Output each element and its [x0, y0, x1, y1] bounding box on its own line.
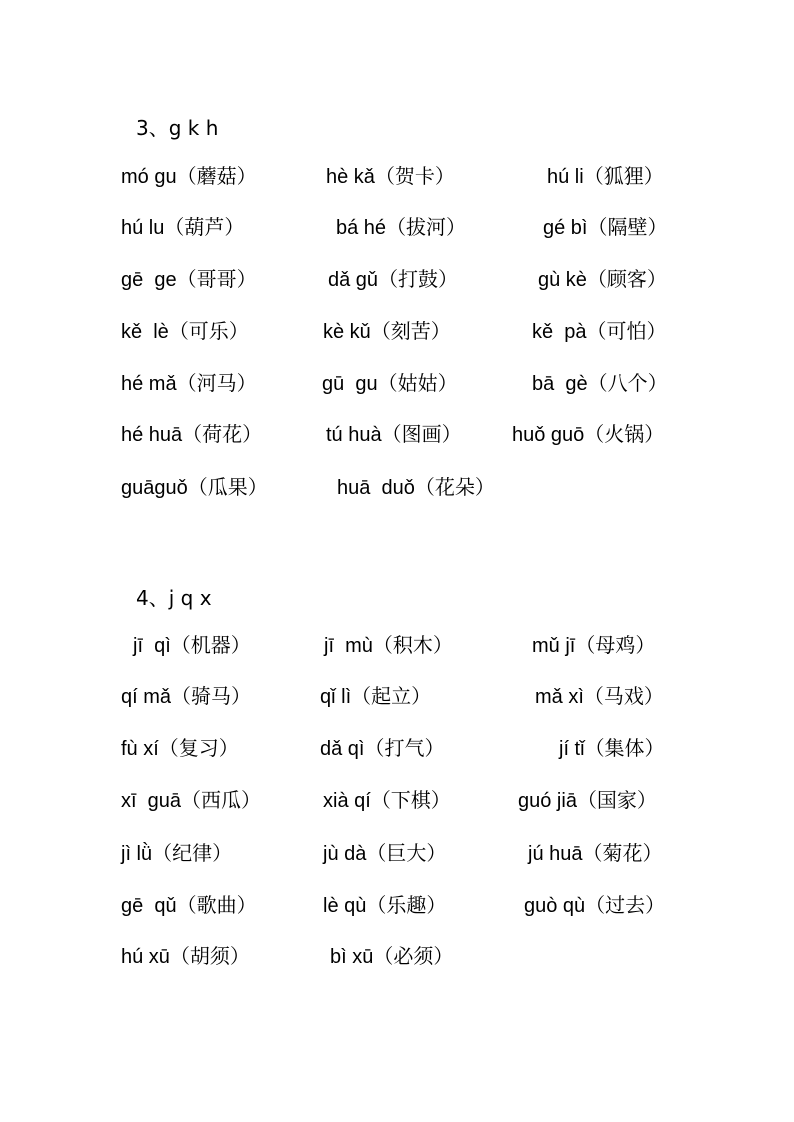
pinyin-text: jí tǐ — [559, 738, 585, 760]
word-entry — [323, 840, 446, 867]
word-row — [0, 474, 794, 510]
hanzi-text: （下棋） — [370, 788, 451, 812]
hanzi-text: （拔河） — [386, 215, 467, 239]
word-row — [0, 266, 794, 302]
pinyin-text: bì xū — [330, 946, 374, 968]
word-entry — [121, 318, 249, 345]
word-entry — [532, 318, 666, 345]
word-entry — [326, 163, 455, 190]
pinyin-text: guò qù — [524, 895, 586, 917]
hanzi-text: （母鸡） — [575, 633, 656, 657]
pinyin-text: hú lu — [121, 217, 165, 239]
pinyin-text: gù kè — [538, 269, 587, 291]
word-row — [0, 370, 794, 406]
pinyin-text: bá hé — [336, 217, 387, 239]
word-row — [0, 214, 794, 250]
word-entry — [543, 214, 667, 241]
word-row — [0, 318, 794, 354]
hanzi-text: （可怕） — [586, 319, 667, 343]
word-entry — [532, 370, 668, 397]
pinyin-text: hè kǎ — [326, 166, 375, 188]
word-entry — [538, 266, 667, 293]
word-entry — [133, 632, 251, 659]
word-entry — [121, 266, 257, 293]
word-entry — [328, 266, 458, 293]
word-entry — [326, 421, 462, 448]
hanzi-text: （狐狸） — [583, 164, 664, 188]
pinyin-text: guāguǒ — [121, 477, 188, 499]
pinyin-text: hú li — [547, 166, 584, 188]
word-entry — [535, 683, 664, 710]
word-entry — [121, 683, 251, 710]
pinyin-text: kè kǔ — [323, 321, 371, 343]
hanzi-text: （积木） — [372, 633, 453, 657]
hanzi-text: （图画） — [381, 422, 462, 446]
word-entry — [320, 735, 444, 762]
word-entry — [121, 892, 257, 919]
pinyin-text: jù dà — [323, 843, 367, 865]
pinyin-text: hé mǎ — [121, 373, 177, 395]
word-entry — [337, 474, 495, 501]
word-entry — [323, 787, 451, 814]
pinyin-text: hú xū — [121, 946, 170, 968]
word-entry — [518, 787, 657, 814]
hanzi-text: （八个） — [587, 371, 668, 395]
section-heading-jqx: 4、j q x — [136, 586, 212, 610]
pinyin-text: fù xí — [121, 738, 159, 760]
pinyin-text: dǎ qì — [320, 738, 365, 760]
word-entry — [320, 683, 431, 710]
hanzi-text: （机器） — [170, 633, 251, 657]
hanzi-text: （集体） — [584, 736, 665, 760]
word-entry — [330, 943, 453, 970]
hanzi-text: （姑姑） — [377, 371, 458, 395]
pinyin-text: gē ge — [121, 269, 177, 291]
word-entry — [121, 163, 257, 190]
word-row — [0, 421, 794, 457]
pinyin-text: huǒ guō — [512, 424, 585, 446]
word-entry — [559, 735, 665, 762]
pinyin-text: mǔ jī — [532, 635, 576, 657]
section-heading-gkh: 3、g k h — [136, 116, 219, 140]
hanzi-text: （骑马） — [171, 684, 252, 708]
hanzi-text: （必须） — [373, 944, 454, 968]
hanzi-text: （起立） — [351, 684, 432, 708]
pinyin-text: gé bì — [543, 217, 588, 239]
hanzi-text: （蘑菇） — [176, 164, 257, 188]
hanzi-text: （马戏） — [583, 684, 664, 708]
hanzi-text: （瓜果） — [187, 475, 268, 499]
pinyin-text: hé huā — [121, 424, 183, 446]
word-entry — [121, 943, 250, 970]
hanzi-text: （打鼓） — [378, 267, 459, 291]
hanzi-text: （哥哥） — [176, 267, 257, 291]
hanzi-text: （复习） — [158, 736, 239, 760]
word-row — [0, 787, 794, 823]
hanzi-text: （巨大） — [366, 841, 447, 865]
word-row — [0, 892, 794, 928]
word-entry — [324, 632, 453, 659]
pinyin-text: bā gè — [532, 373, 588, 395]
word-entry — [532, 632, 655, 659]
pinyin-text: gē qǔ — [121, 895, 177, 917]
word-row — [0, 840, 794, 876]
word-entry — [323, 318, 451, 345]
hanzi-text: （歌曲） — [176, 893, 257, 917]
word-entry — [121, 214, 244, 241]
pinyin-text: mó gu — [121, 166, 177, 188]
pinyin-text: mǎ xì — [535, 686, 584, 708]
word-row — [0, 943, 794, 979]
word-row — [0, 735, 794, 771]
word-entry — [512, 421, 664, 448]
word-entry — [323, 892, 446, 919]
word-entry — [528, 840, 663, 867]
pinyin-text: jī mù — [324, 635, 373, 657]
hanzi-text: （乐趣） — [366, 893, 447, 917]
pinyin-text: kě lè — [121, 321, 169, 343]
word-entry — [121, 421, 262, 448]
pinyin-text: jī qì — [133, 635, 171, 657]
pinyin-text: xià qí — [323, 790, 371, 812]
word-entry — [121, 787, 261, 814]
hanzi-text: （胡须） — [169, 944, 250, 968]
hanzi-text: （过去） — [585, 893, 666, 917]
hanzi-text: （可乐） — [168, 319, 249, 343]
pinyin-text: qí mǎ — [121, 686, 172, 708]
word-row — [0, 683, 794, 719]
hanzi-text: （国家） — [576, 788, 657, 812]
word-entry — [524, 892, 665, 919]
pinyin-text: qǐ lì — [320, 686, 352, 708]
hanzi-text: （花朵） — [414, 475, 495, 499]
pinyin-text: dǎ gǔ — [328, 269, 379, 291]
hanzi-text: （河马） — [176, 371, 257, 395]
word-entry — [547, 163, 664, 190]
hanzi-text: （葫芦） — [164, 215, 245, 239]
hanzi-text: （纪律） — [152, 841, 233, 865]
hanzi-text: （西瓜） — [181, 788, 262, 812]
hanzi-text: （隔壁） — [587, 215, 668, 239]
hanzi-text: （顾客） — [586, 267, 667, 291]
hanzi-text: （菊花） — [582, 841, 663, 865]
pinyin-text: xī guā — [121, 790, 182, 812]
word-row — [0, 632, 794, 668]
word-entry — [336, 214, 466, 241]
hanzi-text: （荷花） — [182, 422, 263, 446]
pinyin-text: jú huā — [528, 843, 583, 865]
word-entry — [322, 370, 458, 397]
word-entry — [121, 840, 232, 867]
pinyin-text: jì lǜ — [121, 843, 153, 865]
hanzi-text: （贺卡） — [374, 164, 455, 188]
word-entry — [121, 370, 257, 397]
pinyin-text: kě pà — [532, 321, 587, 343]
hanzi-text: （打气） — [364, 736, 445, 760]
pinyin-text: lè qù — [323, 895, 367, 917]
word-entry — [121, 474, 268, 501]
pinyin-text: tú huà — [326, 424, 382, 446]
pinyin-text: guó jiā — [518, 790, 577, 812]
pinyin-text: huā duǒ — [337, 477, 415, 499]
word-row — [0, 163, 794, 199]
word-entry — [121, 735, 239, 762]
hanzi-text: （刻苦） — [370, 319, 451, 343]
pinyin-text: gū gu — [322, 373, 378, 395]
hanzi-text: （火锅） — [584, 422, 665, 446]
